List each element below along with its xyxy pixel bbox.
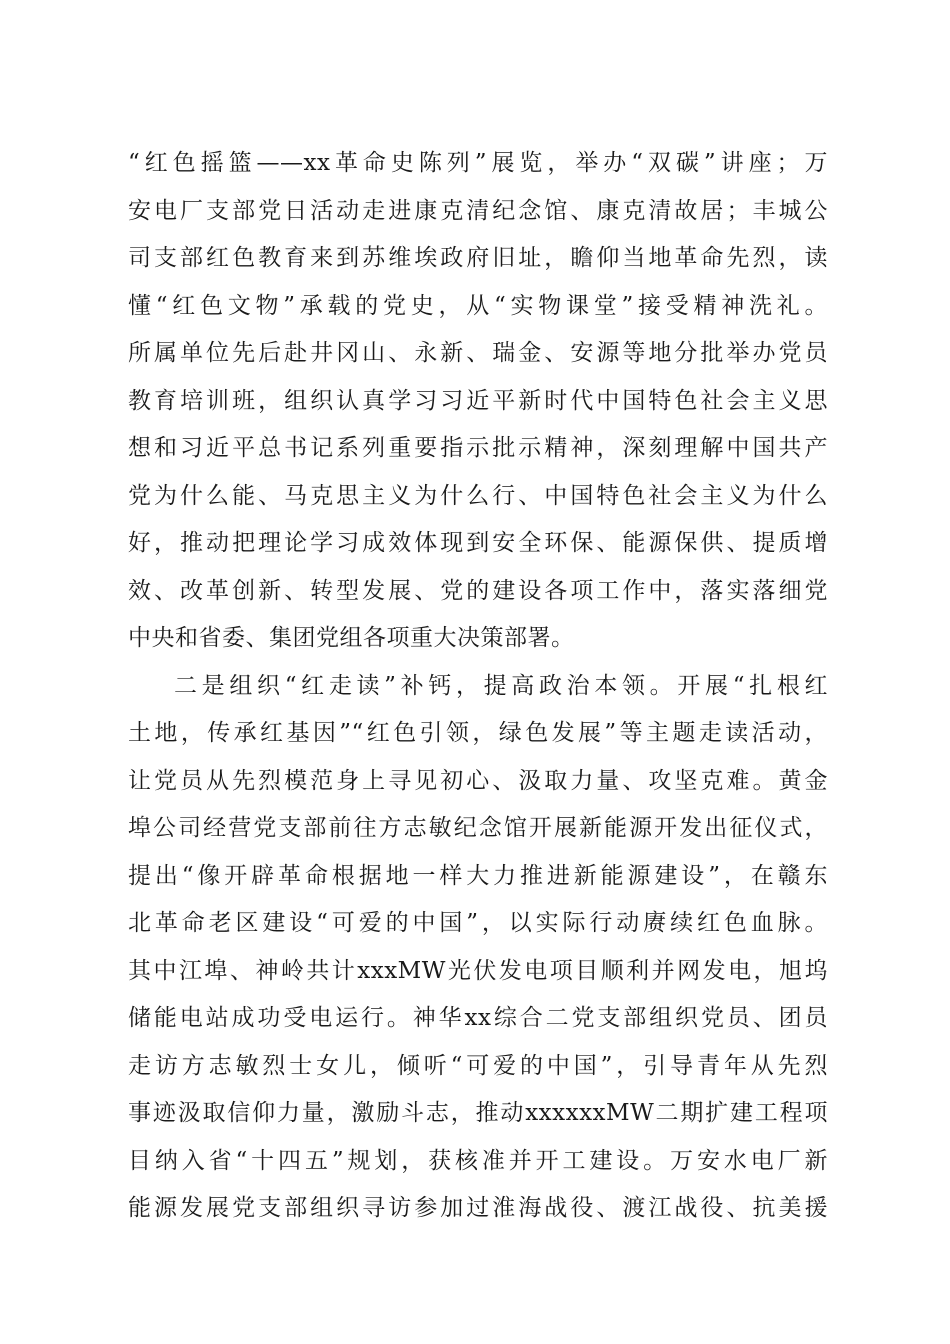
text-line: 想和习近平总书记系列重要指示批示精神，深刻理解中国共产 [128, 435, 828, 461]
text-line: 效、改革创新、转型发展、党的建设各项工作中，落实落细党 [128, 577, 828, 604]
text-line: 让党员从先烈模范身上寻见初心、汲取力量、攻坚克难。黄金 [128, 767, 828, 794]
text-line: 提出“像开辟革命根据地一样大力推进新能源建设”，在赣东 [128, 862, 828, 889]
text-line: 司支部红色教育来到苏维埃政府旧址，瞻仰当地革命先烈，读 [128, 245, 828, 271]
paragraph-heading-line: 二是组织“红走读”补钙，提高政治本领。开展“扎根红 [174, 672, 828, 699]
text-line: 走访方志敏烈士女儿，倾听“可爱的中国”，引导青年从先烈 [128, 1052, 828, 1079]
text-line: “红色摇篮——xx革命史陈列”展览，举办“双碳”讲座；万 [128, 150, 828, 176]
text-line: 埠公司经营党支部前往方志敏纪念馆开展新能源开发出征仪式， [128, 815, 828, 841]
text-line: 所属单位先后赴井冈山、永新、瑞金、安源等地分批举办党员 [128, 340, 828, 366]
text-line: 土地，传承红基因”“红色引领，绿色发展”等主题走读活动， [128, 720, 828, 746]
text-line: 好，推动把理论学习成效体现到安全环保、能源保供、提质增 [128, 530, 828, 556]
text-line: 教育培训班，组织认真学习习近平新时代中国特色社会主义思 [128, 387, 828, 414]
text-line: 目纳入省“十四五”规划，获核准并开工建设。万安水电厂新 [128, 1147, 828, 1174]
text-line: 北革命老区建设“可爱的中国”，以实际行动赓续红色血脉。 [128, 910, 828, 936]
text-line: 能源发展党支部组织寻访参加过淮海战役、渡江战役、抗美援 [128, 1195, 828, 1221]
text-line: 其中江埠、神岭共计xxxMW光伏发电项目顺利并网发电，旭坞 [128, 957, 828, 984]
text-line: 安电厂支部党日活动走进康克清纪念馆、康克清故居；丰城公 [128, 197, 828, 224]
text-line: 懂“红色文物”承载的党史，从“实物课堂”接受精神洗礼。 [128, 292, 828, 319]
text-line: 党为什么能、马克思主义为什么行、中国特色社会主义为什么 [128, 482, 828, 509]
text-line: 事迹汲取信仰力量，激励斗志，推动xxxxxxMW二期扩建工程项 [128, 1100, 828, 1126]
text-line: 中央和省委、集团党组各项重大决策部署。 [128, 625, 575, 651]
text-line: 储能电站成功受电运行。神华xx综合二党支部组织党员、团员 [128, 1005, 828, 1031]
body-text [128, 140, 828, 1233]
